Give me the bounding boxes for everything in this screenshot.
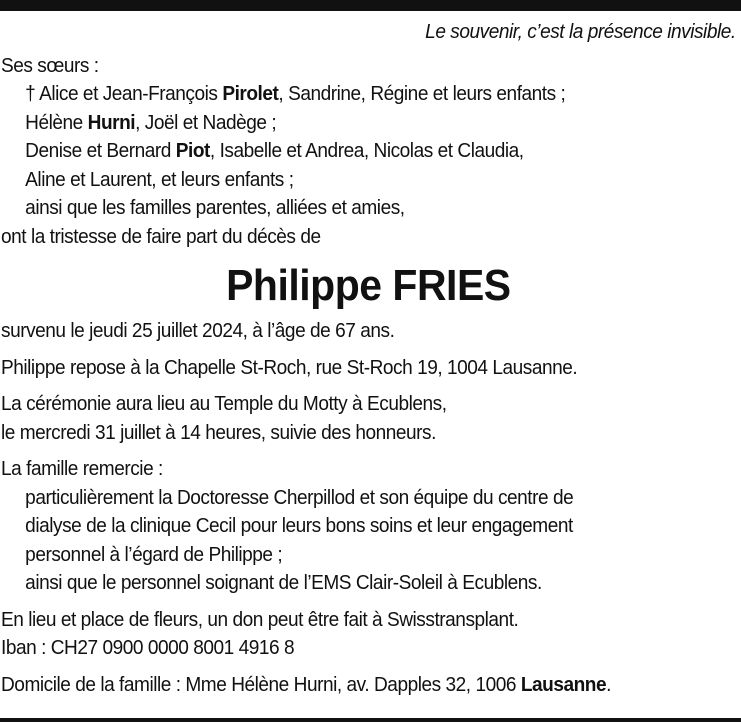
domicile-city: Lausanne <box>520 672 607 696</box>
family-name-pirolet: Pirolet <box>222 82 279 105</box>
thanks-line-3: personnel à l’égard de Philippe ; <box>25 542 283 566</box>
donation-line-1: En lieu et place de fleurs, un don peut être fait à Swisstransplant. <box>1 607 519 631</box>
family-line-4: Aline et Laurent, et leurs enfants ; <box>25 167 294 191</box>
family-line-2 <box>1 109 736 138</box>
family-line-3 <box>1 137 736 166</box>
death-info: survenu le jeudi 25 juillet 2024, à l’âge de 67 ans. <box>1 319 395 342</box>
bottom-rule <box>0 718 741 722</box>
epigraph-quote: Le souvenir, c’est la présence invisible. <box>425 20 736 43</box>
deceased-name: Philippe FRIES <box>226 261 511 310</box>
sisters-intro: Ses sœurs : <box>1 53 99 77</box>
family-name-hurni: Hurni <box>87 110 136 134</box>
thanks-block <box>1 455 736 598</box>
top-rule <box>0 0 741 11</box>
family-domicile <box>1 671 736 700</box>
obituary-notice <box>1 18 736 699</box>
announcement: ont la tristesse de faire part du décès de <box>1 224 321 248</box>
family-line-2-pre: Hélène <box>25 110 88 134</box>
thanks-line-1: particulièrement la Doctoresse Cherpillod et son équipe du centre de <box>25 485 574 509</box>
family-line-1-pre: † Alice et Jean-François <box>25 82 223 105</box>
thanks-line-2: dialyse de la clinique Cecil pour leurs bons soins et leur engagement <box>25 514 573 537</box>
domicile-post: . <box>606 672 611 696</box>
ceremony-line-1: La cérémonie aura lieu au Temple du Motty à Ecublens, <box>1 392 447 415</box>
repose-info: Philippe repose à la Chapelle St-Roch, rue St-Roch 19, 1004 Lausanne. <box>1 355 578 379</box>
family-line-1 <box>1 80 736 109</box>
family-line-1-post: , Sandrine, Régine et leurs enfants ; <box>278 82 566 105</box>
family-line-3-post: , Isabelle et Andrea, Nicolas et Claudia, <box>209 139 524 162</box>
family-name-piot: Piot <box>175 139 210 162</box>
domicile-pre: Domicile de la famille : Mme Hélène Hurni, av. Dapples 32, 1006 <box>1 672 521 696</box>
family-line-2-post: , Joël et Nadège ; <box>135 110 277 134</box>
ceremony-block <box>1 390 736 447</box>
ceremony-line-2: le mercredi 31 juillet à 14 heures, suivie des honneurs. <box>1 420 436 444</box>
thanks-line-4: ainsi que le personnel soignant de l’EMS Clair-Soleil à Ecublens. <box>25 571 542 594</box>
thanks-intro: La famille remercie : <box>1 457 163 480</box>
iban-line: Iban : CH27 0900 0000 8001 4916 8 <box>1 636 295 659</box>
family-line-5: ainsi que les familles parentes, alliées et amies, <box>25 196 405 219</box>
family-line-3-pre: Denise et Bernard <box>25 139 176 162</box>
donation-block <box>1 606 736 663</box>
